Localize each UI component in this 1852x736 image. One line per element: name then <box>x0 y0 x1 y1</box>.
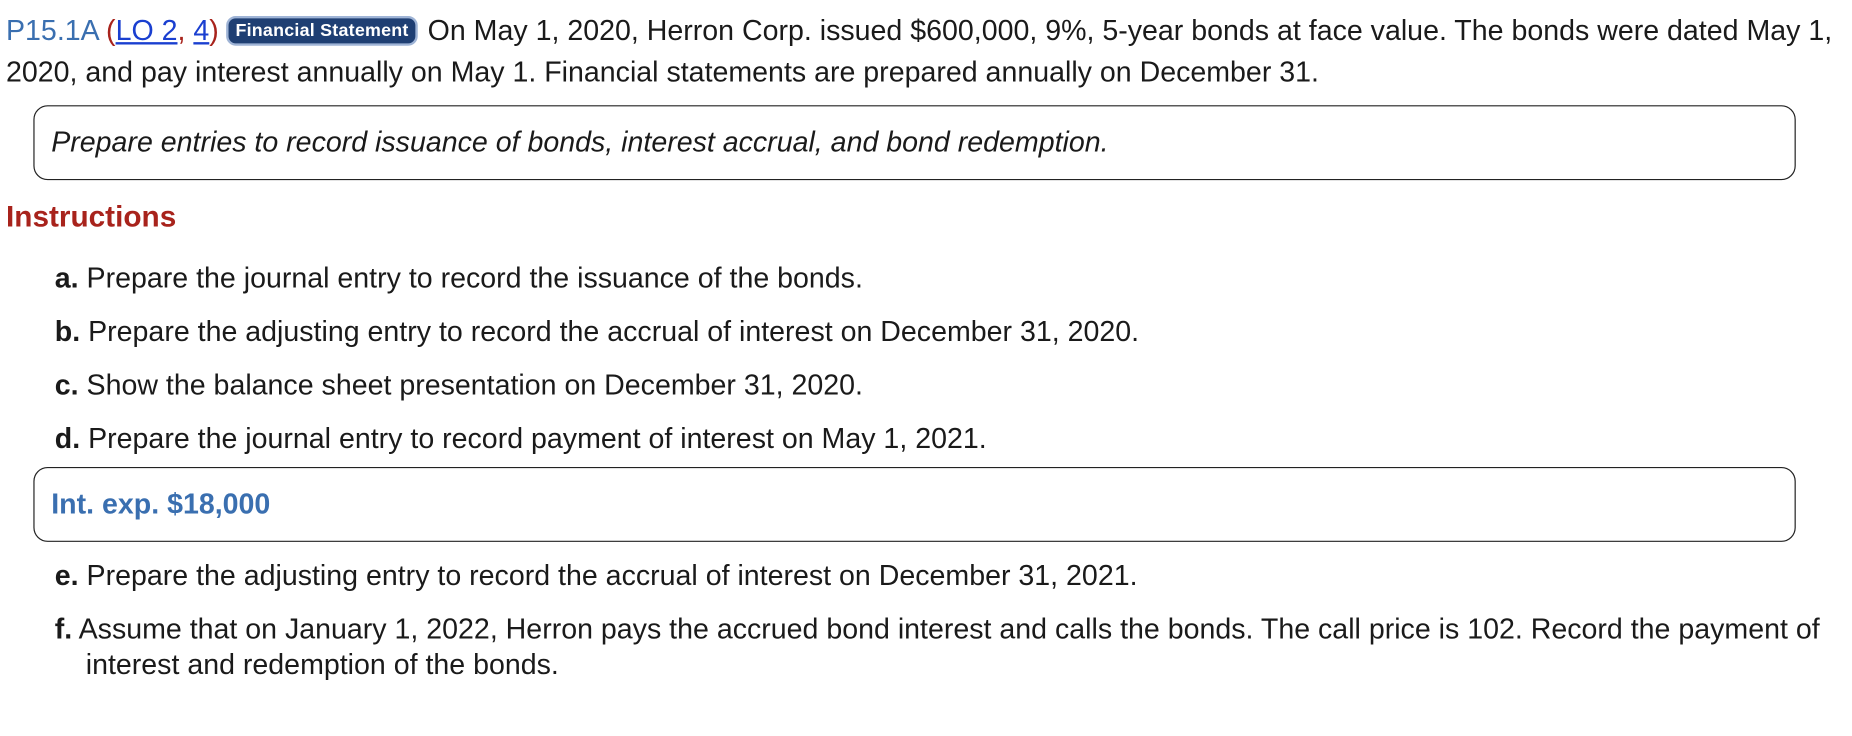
instruction-letter: b. <box>54 315 81 348</box>
task-text: Prepare entries to record issuance of bonds, interest accrual, and bond redemption. <box>51 126 1109 159</box>
problem-page <box>6 10 1852 701</box>
instructions-list-continued <box>6 559 1852 684</box>
instruction-a <box>55 261 1840 297</box>
instruction-f <box>55 612 1852 683</box>
problem-text: On May 1, 2020, Herron Corp. issued $600,000, 9%, 5-year bonds at face value. The bonds were dated May 1, 2020, and pay interest annually on May 1. Financial statements are prepared annually on December 31. <box>6 14 1833 89</box>
task-box <box>33 105 1795 180</box>
instruction-letter: c. <box>54 369 79 402</box>
instruction-e <box>55 559 1840 595</box>
lo-link-4[interactable]: 4 <box>193 14 210 47</box>
instruction-letter: d. <box>54 422 81 456</box>
instruction-text: Prepare the journal entry to record the issuance of the bonds. <box>78 262 863 295</box>
instruction-b <box>55 315 1840 351</box>
instructions-list <box>6 261 1852 457</box>
problem-intro <box>6 10 1833 93</box>
problem-id: P15.1A <box>6 14 99 47</box>
lo-separator: , <box>177 14 194 47</box>
instructions-title: Instructions <box>6 200 177 234</box>
instruction-letter: f. <box>54 613 73 646</box>
instruction-text: Assume that on January 1, 2022, Herron pays the accrued bond interest and calls the bonds. The call price is 102. Record the payment of interest and redemption of the bonds. <box>72 613 1820 682</box>
instruction-text: Prepare the journal entry to record payment of interest on May 1, 2021. <box>80 422 987 456</box>
instruction-letter: a. <box>54 262 79 295</box>
instruction-letter: e. <box>54 559 79 592</box>
financial-statement-badge: Financial Statement <box>226 16 418 46</box>
instruction-c <box>55 368 1840 404</box>
hint-box <box>33 467 1795 542</box>
lo-close-paren: ) <box>209 14 219 47</box>
lo-link-2[interactable]: LO 2 <box>115 14 178 47</box>
lo-open-paren: ( <box>106 14 116 47</box>
instruction-text: Prepare the adjusting entry to record the accrual of interest on December 31, 2020. <box>80 315 1140 348</box>
instruction-text: Show the balance sheet presentation on December 31, 2020. <box>78 369 863 402</box>
instruction-d <box>55 422 1840 458</box>
instruction-text: Prepare the adjusting entry to record the accrual of interest on December 31, 2021. <box>78 559 1138 592</box>
hint-text: Int. exp. $18,000 <box>51 487 271 520</box>
